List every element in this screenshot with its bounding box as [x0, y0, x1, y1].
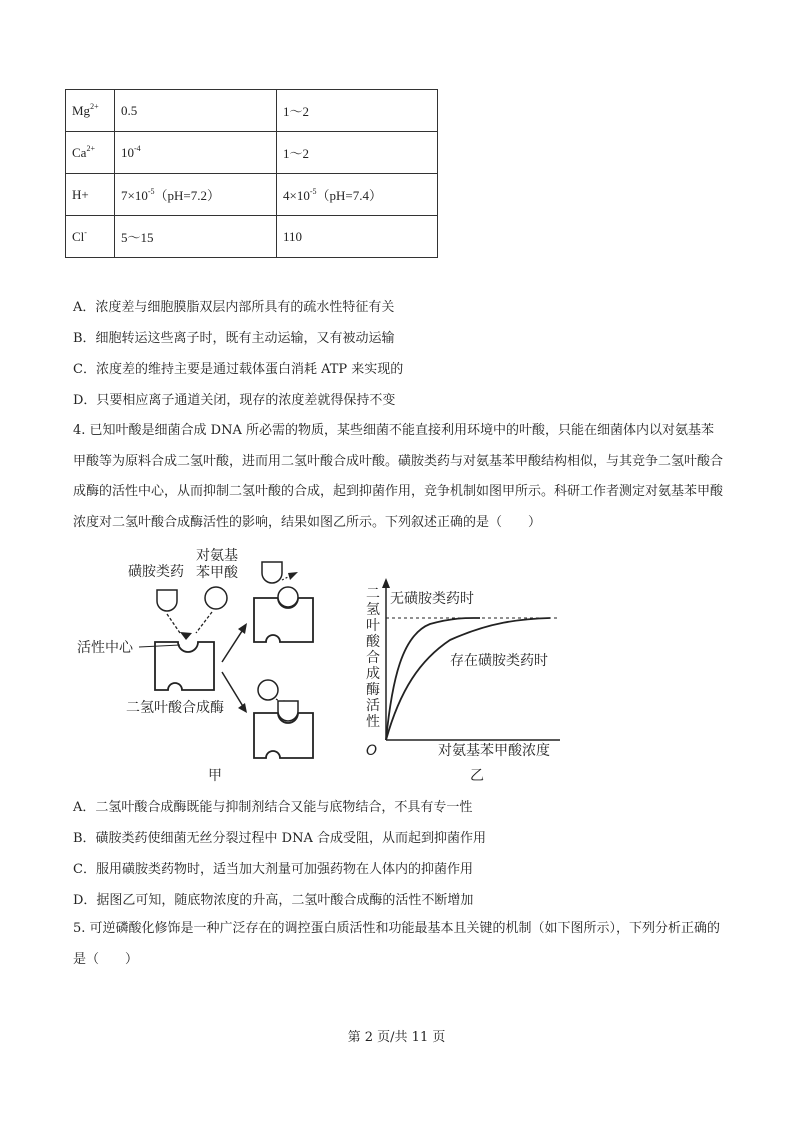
extracellular-cell: 110	[277, 216, 438, 258]
q4-option-b: B．磺胺类药使细菌无丝分裂过程中 DNA 合成受阻，从而起到抑菌作用	[73, 831, 487, 846]
label-enzyme: 二氢叶酸合成酶	[126, 700, 224, 716]
curve-with-drug	[386, 618, 550, 740]
legend-with-drug: 存在磺胺类药时	[450, 653, 548, 669]
value-ph: （pH=7.2）	[154, 188, 220, 203]
figure-caption-jia: 甲	[208, 768, 222, 784]
value-base: 4×10	[283, 188, 310, 203]
extracellular-cell: 1～2	[277, 132, 438, 174]
ion-charge: 2+	[86, 143, 95, 153]
value-base: 10	[121, 144, 134, 160]
paba-circle-icon	[278, 587, 298, 607]
x-axis-label: 对氨基苯甲酸浓度	[438, 743, 550, 759]
curve-no-drug	[386, 618, 480, 740]
q4-option-d: D．据图乙可知，随底物浓度的升高，二氢叶酸合成酶的活性不断增加	[73, 893, 474, 908]
ion-symbol: H+	[72, 186, 89, 202]
label-paba-line2: 苯甲酸	[196, 565, 238, 581]
paba-circle-icon	[258, 680, 278, 700]
intracellular-cell: 0.5	[115, 90, 277, 132]
q4-stem: 4. 已知叶酸是细菌合成 DNA 所必需的物质，某些细菌不能直接利用环境中的叶酸，只能在细菌体内以对氨基苯甲酸等为原料合成二氢叶酸，进而用二氢叶酸合成叶酸。磺胺类药与对氨基苯甲酸结构相似，与其竞争二氢叶酸合成酶的活性中心，从而抑制二氢叶酸的合成，起到抑菌作用，竞争机制如图甲所示。科研工作者测定对氨基苯甲酸浓度对二氢叶酸合成酶活性的影响，结果如图乙所示。下列叙述正确的是（ ）	[73, 423, 724, 530]
q4-option-a: A．二氢叶酸合成酶既能与抑制剂结合又能与底物结合，不具有专一性	[73, 800, 473, 815]
label-drug: 磺胺类药	[128, 564, 184, 580]
value-exponent: -5	[309, 187, 317, 196]
drug-shape-icon	[278, 701, 298, 721]
enzyme-shape	[155, 642, 214, 690]
drug-shape-icon	[157, 590, 177, 611]
q3-option-a: A．浓度差与细胞膜脂双层内部所具有的疏水性特征有关	[73, 300, 395, 315]
value-ph: （pH=7.4）	[316, 188, 382, 203]
page-footer: 第 2 页/共 11 页	[347, 1030, 446, 1045]
ion-charge: -	[84, 227, 87, 237]
label-active-center: 活性中心	[77, 640, 133, 656]
q4-option-c: C．服用磺胺类药物时，适当加大剂量可加强药物在人体内的抑菌作用	[73, 862, 473, 877]
ion-charge: 2+	[90, 101, 99, 111]
y-axis-label: 二氢叶酸合成酶活性	[366, 586, 380, 730]
value-exponent: -4	[134, 143, 141, 153]
figure-caption-yi: 乙	[470, 768, 484, 784]
ion-symbol: Ca	[72, 144, 87, 160]
label-paba-line1: 对氨基	[196, 548, 238, 564]
paba-circle-icon	[205, 587, 227, 609]
q3-option-c: C．浓度差的维持主要是通过载体蛋白消耗 ATP 来实现的	[73, 362, 404, 377]
origin-label: O	[366, 743, 378, 759]
ion-symbol: Cl	[72, 228, 85, 244]
ion-symbol: Mg	[72, 102, 91, 118]
q3-option-d: D．只要相应离子通道关闭，现存的浓度差就得保持不变	[73, 393, 396, 408]
intracellular-cell: 5～15	[115, 216, 277, 258]
value-exponent: -5	[147, 187, 155, 196]
value-base: 7×10	[121, 188, 148, 203]
q5-stem: 5. 可逆磷酸化修饰是一种广泛存在的调控蛋白质活性和功能最基本且关键的机制（如下图所示），下列分析正确的是（ ）	[73, 921, 721, 967]
drug-shape-icon	[262, 562, 282, 583]
q3-option-b: B．细胞转运这些离子时，既有主动运输，又有被动运输	[73, 331, 395, 346]
legend-no-drug: 无磺胺类药时	[390, 591, 474, 607]
extracellular-cell: 1～2	[277, 90, 438, 132]
